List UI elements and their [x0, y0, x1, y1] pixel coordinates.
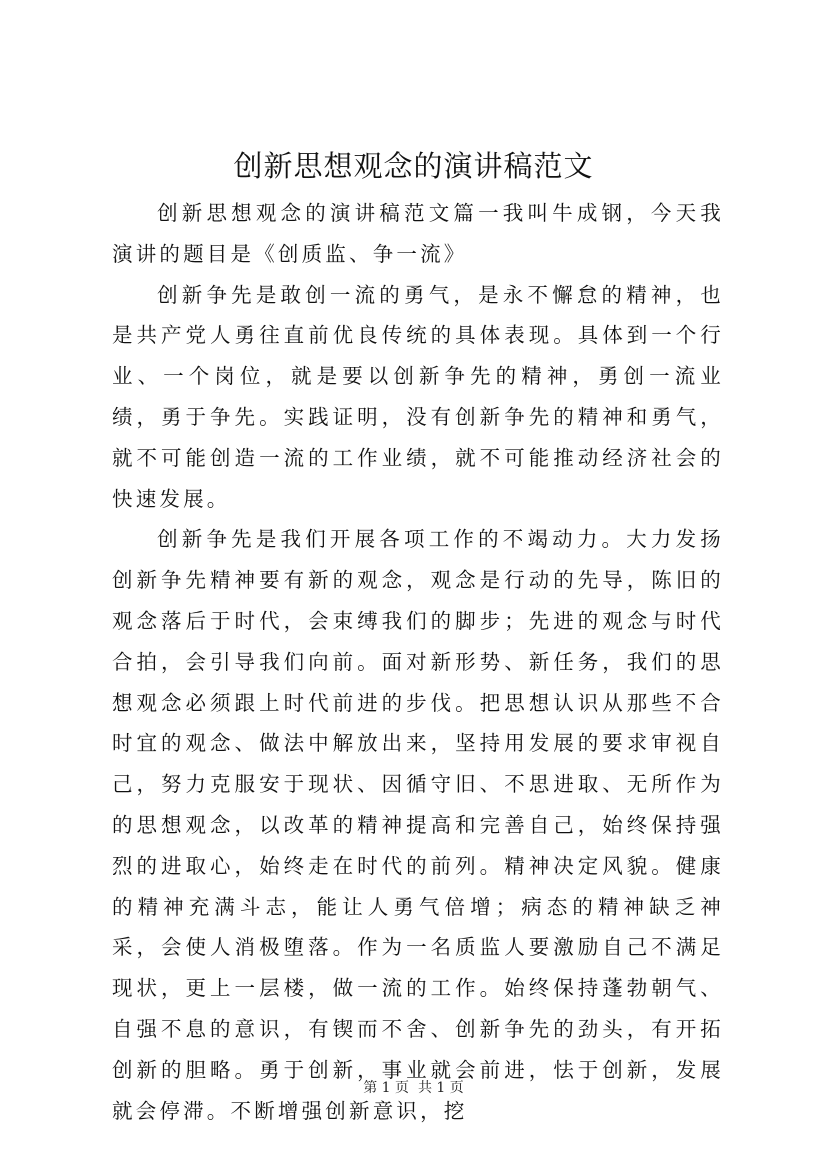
document-title: 创新思想观念的演讲稿范文: [233, 149, 594, 183]
document-body: [112, 193, 724, 1131]
paragraph-2: 创新争先是敢创一流的勇气，是永不懈怠的精神，也是共产党人勇往直前优良传统的具体表现。具体到一个行业、一个岗位，就是要以创新争先的精神，勇创一流业绩，勇于争先。实践证明，没有创新争先的精神和勇气，就不可能创造一流的工作业绩，就不可能推动经济社会的快速发展。: [112, 282, 724, 511]
page-number-label: 第 1 页 共 1 页: [363, 1080, 464, 1096]
paragraph-3: 创新争先是我们开展各项工作的不竭动力。大力发扬创新争先精神要有新的观念，观念是行动的先导，陈旧的观念落后于时代，会束缚我们的脚步；先进的观念与时代合拍，会引导我们向前。面对新形势、新任务，我们的思想观念必须跟上时代前进的步伐。把思想认识从那些不合时宜的观念、做法中解放出来，坚持用发展的要求审视自己，努力克服安于现状、因循守旧、不思进取、无所作为的思想观念，以改革的精神提高和完善自己，始终保持强烈的进取心，始终走在时代的前列。精神决定风貌。健康的精神充满斗志，能让人勇气倍增；病态的精神缺乏神采，会使人消极堕落。作为一名质监人要激励自己不满足现状，更上一层楼，做一流的工作。始终保持蓬勃朝气、自强不息的意识，有锲而不舍、创新争先的劲头，有开拓创新的胆略。勇于创新，事业就会前进，怯于创新，发展就会停滞。不断增强创新意识，挖: [112, 527, 724, 1123]
paragraph-1: 创新思想观念的演讲稿范文篇一我叫牛成钢，今天我演讲的题目是《创质监、争一流》: [112, 201, 724, 266]
page-footer: [0, 1078, 827, 1098]
